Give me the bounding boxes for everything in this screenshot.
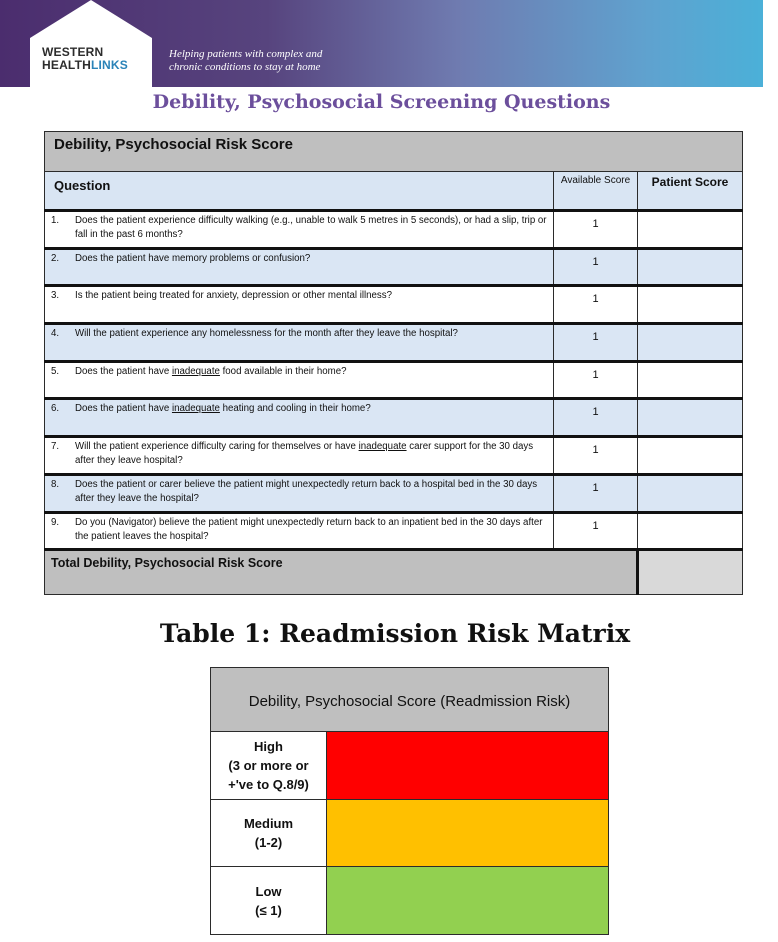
risk-level-detail: (1-2) bbox=[254, 835, 283, 850]
table-row bbox=[45, 399, 743, 437]
risk-color-swatch bbox=[327, 732, 609, 800]
matrix-title: Table 1: Readmission Risk Matrix bbox=[159, 619, 631, 648]
logo bbox=[42, 46, 128, 72]
question-number: 7. bbox=[51, 441, 60, 453]
available-score: 1 bbox=[554, 324, 638, 362]
available-score: 1 bbox=[554, 286, 638, 324]
risk-level-label bbox=[211, 867, 327, 935]
question-number: 9. bbox=[51, 516, 60, 528]
logo-links: LINKS bbox=[90, 58, 128, 72]
screening-table bbox=[44, 131, 743, 595]
available-score: 1 bbox=[554, 512, 638, 550]
question-number: 2. bbox=[51, 252, 60, 264]
logo-health: HEALTH bbox=[42, 58, 91, 72]
table-row bbox=[45, 324, 743, 362]
question-number: 8. bbox=[51, 478, 60, 490]
document-title: Debility, Psychosocial Screening Questions bbox=[152, 91, 611, 113]
question-text: Do you (Navigator) believe the patient might unexpectedly return back to an inpatient bed in the 30 days after the patient leaves the hospital? bbox=[75, 516, 543, 542]
available-score-column-header: Available Score bbox=[554, 172, 638, 211]
question-text-underlined: inadequate bbox=[171, 403, 220, 415]
table-row bbox=[45, 286, 743, 324]
tagline-line1: Helping patients with complex and bbox=[169, 48, 323, 60]
patient-score-cell[interactable] bbox=[638, 286, 743, 324]
patient-score-cell[interactable] bbox=[638, 361, 743, 399]
question-number: 4. bbox=[51, 328, 60, 340]
question-number: 5. bbox=[51, 365, 60, 377]
patient-score-column-header: Patient Score bbox=[638, 172, 743, 211]
question-text: Is the patient being treated for anxiety, depression or other mental illness? bbox=[75, 290, 392, 302]
logo-line1: WESTERN bbox=[42, 45, 104, 59]
total-score-cell[interactable] bbox=[638, 550, 743, 595]
tagline-line2: chronic conditions to stay at home bbox=[169, 61, 321, 73]
question-text-part: Will the patient experience difficulty caring for themselves or have bbox=[75, 441, 359, 453]
question-number: 3. bbox=[51, 290, 60, 302]
question-number: 1. bbox=[51, 215, 60, 226]
table-row bbox=[45, 474, 743, 512]
patient-score-cell[interactable] bbox=[638, 512, 743, 550]
risk-color-swatch bbox=[327, 867, 609, 935]
risk-level-low bbox=[211, 867, 609, 935]
patient-score-cell[interactable] bbox=[638, 437, 743, 475]
risk-color-swatch bbox=[327, 800, 609, 867]
table-row bbox=[45, 248, 743, 286]
risk-level-label bbox=[211, 800, 327, 867]
logo-house-shape bbox=[30, 0, 152, 87]
patient-score-cell[interactable] bbox=[638, 248, 743, 286]
question-text-part: food available in their home? bbox=[219, 365, 347, 377]
available-score: 1 bbox=[554, 437, 638, 475]
risk-level-name: Low bbox=[255, 883, 282, 899]
table-row bbox=[45, 437, 743, 475]
risk-matrix-table bbox=[210, 667, 609, 935]
question-text bbox=[51, 365, 547, 379]
screening-table-title: Debility, Psychosocial Risk Score bbox=[45, 132, 743, 172]
risk-level-detail: (≤ 1) bbox=[255, 902, 282, 918]
total-row bbox=[45, 550, 743, 595]
header-banner bbox=[0, 0, 763, 87]
available-score: 1 bbox=[554, 248, 638, 286]
table-row bbox=[45, 512, 743, 550]
available-score: 1 bbox=[554, 361, 638, 399]
risk-level-detail: +'ve to Q.8/9) bbox=[228, 777, 309, 792]
matrix-header: Debility, Psychosocial Score (Readmission Risk) bbox=[211, 668, 609, 732]
question-text: Will the patient experience any homelessness for the month after they leave the hospital? bbox=[75, 328, 458, 340]
available-score: 1 bbox=[554, 399, 638, 437]
risk-level-high bbox=[211, 732, 609, 800]
table-row bbox=[45, 361, 743, 399]
question-text: Does the patient have memory problems or confusion? bbox=[75, 252, 311, 264]
available-score: 1 bbox=[554, 211, 638, 249]
table-row bbox=[45, 211, 743, 249]
question-text bbox=[51, 440, 547, 468]
available-score: 1 bbox=[554, 474, 638, 512]
patient-score-cell[interactable] bbox=[638, 399, 743, 437]
risk-level-name: High bbox=[254, 739, 283, 754]
question-text: Does the patient experience difficulty walking (e.g., unable to walk 5 metres in 5 seconds), or had a slip, trip or fall in the past 6 months? bbox=[75, 215, 547, 240]
total-score-label: Total Debility, Psychosocial Risk Score bbox=[45, 550, 638, 595]
patient-score-cell[interactable] bbox=[638, 474, 743, 512]
patient-score-cell[interactable] bbox=[638, 324, 743, 362]
question-text-part: Does the patient have bbox=[75, 403, 172, 415]
question-text-part: Does the patient have bbox=[75, 365, 172, 377]
risk-level-name: Medium bbox=[243, 816, 294, 831]
risk-level-detail: (3 or more or bbox=[228, 758, 309, 773]
question-text bbox=[51, 402, 547, 416]
question-text-part: heating and cooling in their home? bbox=[219, 403, 371, 415]
question-text-underlined: inadequate bbox=[171, 365, 220, 377]
question-text-underlined: inadequate bbox=[358, 441, 407, 453]
question-number: 6. bbox=[51, 403, 60, 415]
question-text-part: carer support for the 30 days after they leave hospital? bbox=[75, 441, 534, 467]
question-text: Does the patient or carer believe the patient might unexpectedly return back to a hospital bed in the 30 days after they leave the hospital? bbox=[75, 478, 538, 504]
risk-level-label bbox=[211, 732, 327, 800]
risk-level-medium bbox=[211, 800, 609, 867]
tagline bbox=[169, 48, 322, 74]
question-column-header: Question bbox=[45, 172, 554, 211]
patient-score-cell[interactable] bbox=[638, 211, 743, 249]
